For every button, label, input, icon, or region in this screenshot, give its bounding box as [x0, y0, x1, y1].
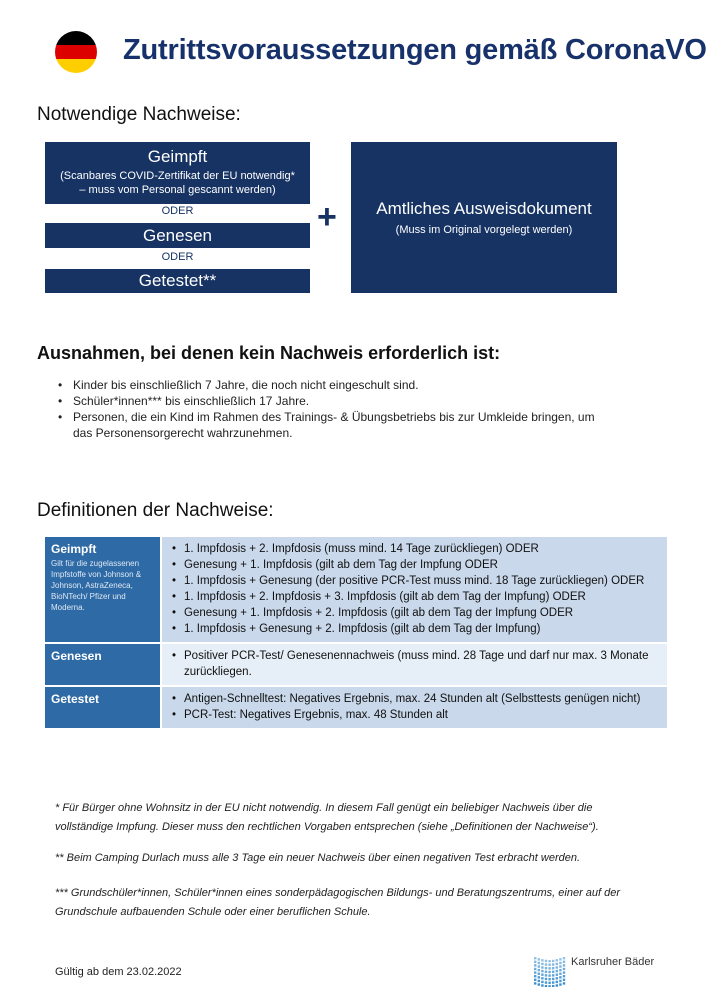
row-note: Gilt für die zugelassenen Impfstoffe von Johnson & Johnson, AstraZeneca, BioNTech/ Pfizer und Moderna.: [51, 559, 142, 612]
list-item: • 1. Impfdosis + 2. Impfdosis + 3. Impfdosis (gilt ab dem Tag der Impfung) ODER: [168, 589, 661, 605]
footnote-3: *** Grundschüler*innen, Schüler*innen eines sonderpädagogischen Bildungs- und Beratungszentrums, einer auf der Grundschule aufbauenden Schule oder einer beruflichen Schule.: [55, 887, 621, 918]
row-label-cell: [45, 537, 160, 644]
plus-sign: +: [317, 198, 337, 236]
definitions-heading: Definitionen der Nachweise:: [37, 500, 274, 521]
list-item: • Schüler*innen*** bis einschließlich 17 Jahre.: [55, 393, 615, 409]
list-item: • Positiver PCR-Test/ Genesenennachweis (muss mind. 28 Tage und darf nur max. 3 Monate zurückliegen.: [168, 648, 661, 680]
footnote-1: * Für Bürger ohne Wohnsitz in der EU nicht notwendig. In diesem Fall genügt ein beliebiger Nachweis über die vollständige Impfung. Dieser muss den rechtlichen Vorgaben entsprechen (siehe „Definitionen der Nachweise“).: [55, 802, 599, 833]
table-row: [45, 644, 667, 687]
karlsruher-baeder-logo-icon: [533, 955, 567, 992]
list-item: • 1. Impfdosis + Genesung + 2. Impfdosis (gilt ab dem Tag der Impfung): [168, 621, 661, 637]
list-item: • Genesung + 1. Impfdosis + 2. Impfdosis (gilt ab dem Tag der Impfung ODER: [168, 605, 661, 621]
logo-text: Karlsruher Bäder: [571, 956, 655, 968]
page-title: Zutrittsvoraussetzungen gemäß CoronaVO: [123, 34, 707, 66]
id-document-box: [351, 142, 617, 293]
list-item: • Antigen-Schnelltest: Negatives Ergebnis, max. 24 Stunden alt (Selbsttests genügen nicht): [168, 691, 661, 707]
row-label: Genesen: [51, 649, 102, 663]
exceptions-heading: Ausnahmen, bei denen kein Nachweis erforderlich ist:: [37, 343, 501, 363]
table-row: [45, 537, 667, 644]
valid-from-date: Gültig ab dem 23.02.2022: [55, 966, 182, 978]
exceptions-list: [55, 377, 615, 441]
row-content-cell: [160, 644, 667, 687]
row-label: Geimpft: [51, 542, 97, 556]
tested-box: Getestet**: [45, 269, 310, 293]
id-document-title: Amtliches Ausweisdokument: [376, 198, 592, 218]
id-document-note: (Muss im Original vorgelegt werden): [395, 223, 573, 236]
list-item: • Kinder bis einschließlich 7 Jahre, die noch nicht eingeschult sind.: [55, 377, 615, 393]
row-label-cell: [45, 687, 160, 730]
recovered-box: Genesen: [45, 223, 310, 248]
list-item: • PCR-Test: Negatives Ergebnis, max. 48 Stunden alt: [168, 707, 661, 723]
row-label: Getestet: [51, 692, 100, 706]
german-flag-icon: [55, 31, 97, 73]
oder-label-2: ODER: [161, 251, 194, 263]
required-heading: Notwendige Nachweise:: [37, 104, 241, 125]
vaccinated-title: Geimpft: [147, 147, 208, 166]
vaccinated-box: [45, 142, 310, 204]
footnote-2: ** Beim Camping Durlach muss alle 3 Tage ein neuer Nachweis über einen negativen Test erbracht werden.: [55, 852, 581, 864]
list-item: • 1. Impfdosis + Genesung (der positive PCR-Test muss mind. 18 Tage zurückliegen) ODER: [168, 573, 661, 589]
row-content-cell: [160, 687, 667, 730]
table-row: [45, 687, 667, 730]
vaccinated-note: (Scanbares COVID-Zertifikat der EU notwendig* – muss vom Personal gescannt werden): [60, 170, 295, 196]
row-content-cell: [160, 537, 667, 644]
row-label-cell: [45, 644, 160, 687]
definitions-table: [45, 537, 667, 730]
list-item: • Genesung + 1. Impfdosis (gilt ab dem Tag der Impfung ODER: [168, 557, 661, 573]
list-item: • 1. Impfdosis + 2. Impfdosis (muss mind. 14 Tage zurückliegen) ODER: [168, 541, 661, 557]
oder-label-1: ODER: [161, 205, 194, 217]
list-item: • Personen, die ein Kind im Rahmen des Trainings- & Übungsbetriebs bis zur Umkleide bringen, um das Personensorgerecht wahrzunehmen.: [55, 409, 615, 441]
